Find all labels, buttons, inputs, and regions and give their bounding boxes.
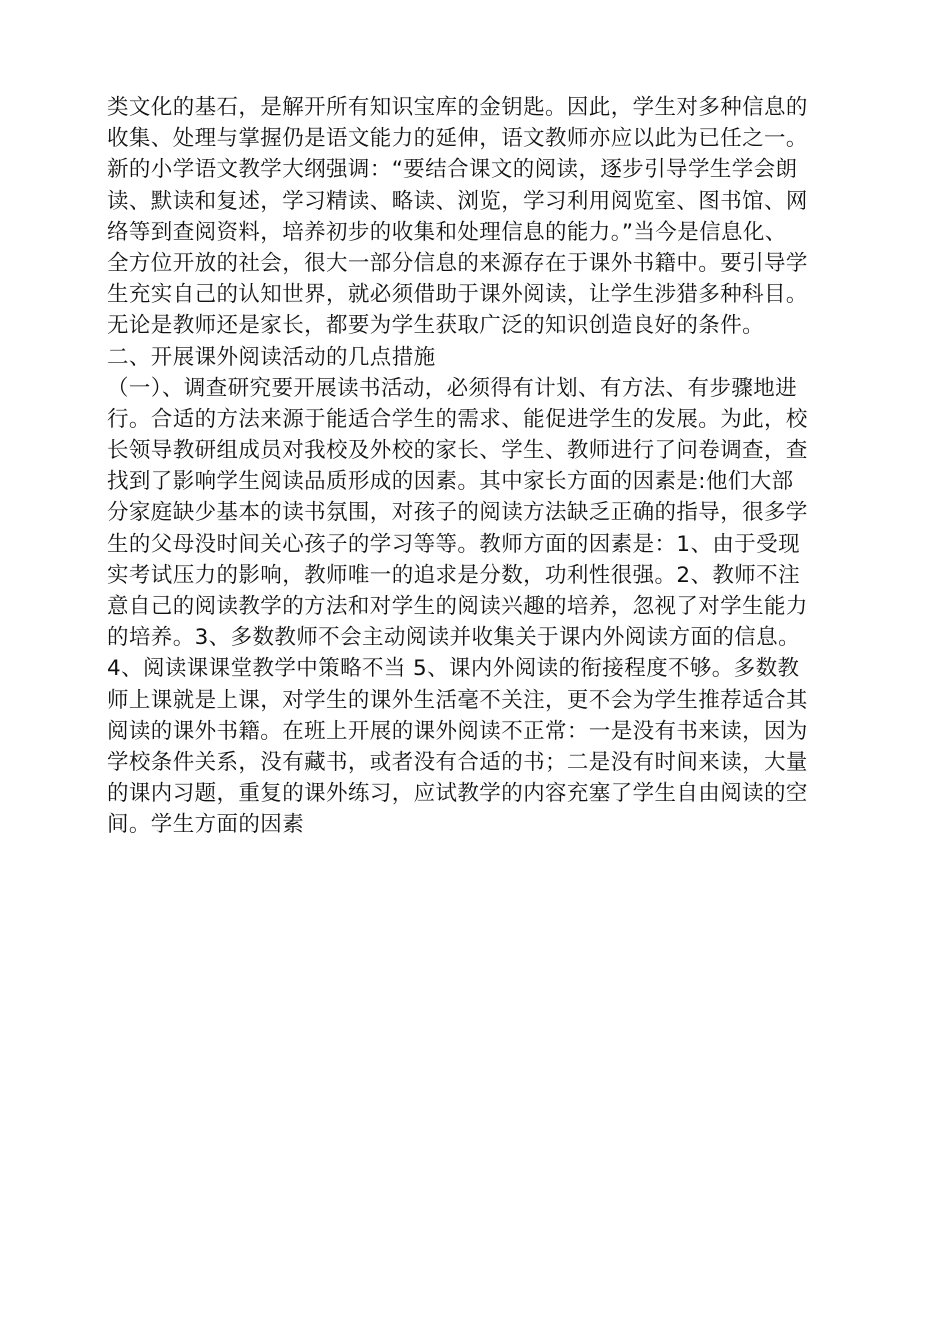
text-line: 意自己的阅读教学的方法和对学生的阅读兴趣的培养，忽视了对学生能力 [107, 594, 808, 619]
text-line: 无论是教师还是家长，都要为学生获取广泛的知识创造良好的条件。 [107, 313, 765, 339]
text-line: 行。合适的方法来源于能适合学生的需求、能促进学生的发展。为此，校 [107, 406, 808, 432]
text-line: 间。学生方面的因素 [107, 812, 305, 838]
text-line: （一）、调查研究要开展读书活动，必须得有计划、有方法、有步骤地进 [107, 375, 798, 401]
text-line: 全方位开放的社会，很大一部分信息的来源存在于课外书籍中。要引导学 [107, 250, 808, 276]
text-line: 类文化的基石，是解开所有知识宝库的金钥匙。因此，学生对多种信息的 [107, 95, 808, 120]
body-text [107, 92, 867, 841]
text-line: 分家庭缺少基本的读书氛围，对孩子的阅读方法缺乏正确的指导，很多学 [107, 500, 808, 526]
text-line: 实考试压力的影响，教师唯一的追求是分数，功利性很强。2、教师不注 [107, 562, 800, 588]
text-line: 的培养。3、多数教师不会主动阅读并收集关于课内外阅读方面的信息。 [107, 625, 800, 651]
text-line: 学校条件关系，没有藏书，或者没有合适的书；二是没有时间来读，大量 [107, 749, 808, 775]
text-line: 阅读的课外书籍。在班上开展的课外阅读不正常：一是没有书来读，因为 [107, 718, 808, 744]
text-line: 的课内习题，重复的课外练习，应试教学的内容充塞了学生自由阅读的空 [107, 781, 808, 807]
section-heading: 二、开展课外阅读活动的几点措施 [107, 344, 436, 370]
text-line: 新的小学语文教学大纲强调：“要结合课文的阅读，逐步引导学生学会朗 [107, 157, 798, 183]
text-line: 4、阅读课课堂教学中策略不当 5、课内外阅读的衔接程度不够。多数教 [107, 656, 800, 682]
text-line: 读、默读和复述，学习精读、略读、浏览，学习利用阅览室、图书馆、网 [107, 188, 808, 214]
text-line: 生充实自己的认知世界，就必须借助于课外阅读，让学生涉猎多种科目。 [107, 282, 808, 308]
text-line: 络等到查阅资料，培养初步的收集和处理信息的能力。”当今是信息化、 [107, 219, 787, 245]
text-line: 生的父母没时间关心孩子的学习等等。教师方面的因素是：1、由于受现 [107, 531, 800, 557]
text-line: 找到了影响学生阅读品质形成的因素。其中家长方面的因素是:他们大部 [107, 469, 794, 495]
text-line: 长领导教研组成员对我校及外校的家长、学生、教师进行了问卷调查，查 [107, 438, 808, 464]
text-line: 师上课就是上课，对学生的课外生活毫不关注，更不会为学生推荐适合其 [107, 687, 808, 713]
text-line: 收集、处理与掌握仍是语文能力的延伸，语文教师亦应以此为已任之一。 [107, 126, 808, 152]
